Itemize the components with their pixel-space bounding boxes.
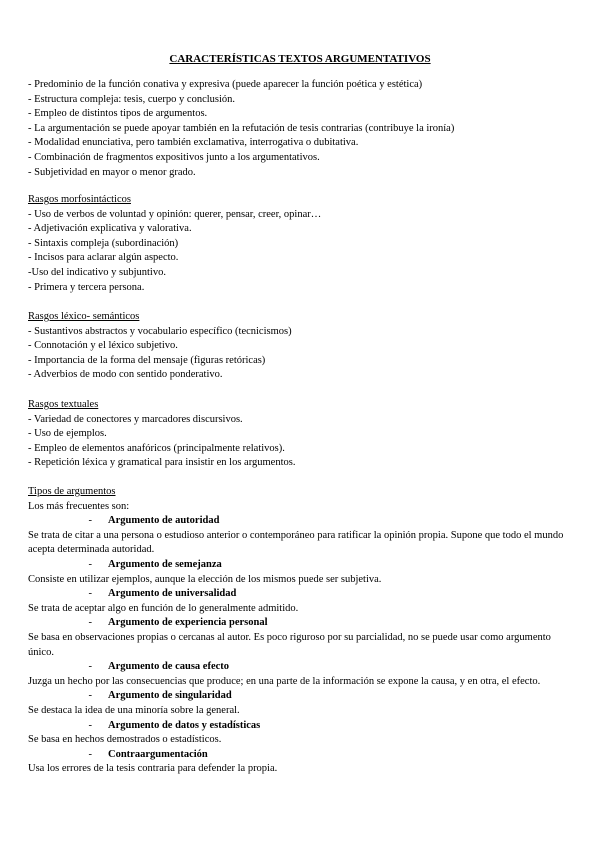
argument-title: Argumento de singularidad (108, 690, 232, 702)
list-item: - Repetición léxica y gramatical para insistir en los argumentos. (28, 457, 296, 469)
list-dash: - (88, 748, 92, 760)
argument-heading (28, 514, 578, 529)
argument-description: Se basa en observaciones propias o cercanas al autor. Es poco riguroso por su parcialidad, no se puede usar como argumento único. (28, 631, 551, 658)
list-item: - Importancia de la forma del mensaje (figuras retóricas) (28, 354, 266, 366)
argument-heading (28, 748, 578, 763)
section-heading: Rasgos textuales (28, 399, 99, 410)
list-item: -Uso del indicativo y subjuntivo. (28, 266, 166, 278)
list-item: - Empleo de elementos anafóricos (principalmente relativos). (28, 442, 285, 454)
list-item: - Subjetividad en mayor o menor grado. (28, 166, 196, 178)
list-item: - Uso de verbos de voluntad y opinión: querer, pensar, creer, opinar… (28, 208, 322, 220)
argument-description: Se destaca la idea de una minoría sobre la general. (28, 704, 240, 716)
argument-description: Consiste en utilizar ejemplos, aunque la elección de los mismos puede ser subjetiva. (28, 573, 382, 585)
list-item: - Adjetivación explicativa y valorativa. (28, 223, 192, 235)
list-dash: - (88, 661, 92, 673)
tipos-section (28, 485, 578, 777)
list-item: - Adverbios de modo con sentido ponderativo. (28, 369, 223, 381)
list-item: - Connotación y el léxico subjetivo. (28, 340, 178, 352)
section-heading: Rasgos morfosintácticos (28, 194, 131, 205)
argument-title: Argumento de datos y estadísticas (108, 719, 261, 731)
argument-heading (28, 719, 578, 734)
argument-title: Argumento de experiencia personal (108, 617, 268, 629)
list-dash: - (88, 719, 92, 731)
list-item: - Uso de ejemplos. (28, 428, 107, 440)
argument-description: Se trata de aceptar algo en función de lo generalmente admitido. (28, 602, 299, 614)
list-item: - Empleo de distintos tipos de argumentos. (28, 108, 208, 120)
argument-heading (28, 616, 578, 631)
section-intro: Los más frecuentes son: (28, 500, 130, 512)
argument-title: Argumento de causa efecto (108, 661, 230, 673)
list-item: - Incisos para aclarar algún aspecto. (28, 252, 179, 264)
list-item: - Combinación de fragmentos expositivos junto a los argumentativos. (28, 151, 320, 163)
page-title: CARACTERÍSTICAS TEXTOS ARGUMENTATIVOS (169, 53, 431, 65)
list-item: - La argumentación se puede apoyar también en la refutación de tesis contrarias (contribuye la ironía) (28, 122, 455, 134)
argument-title: Argumento de universalidad (108, 588, 237, 600)
argument-heading (28, 660, 578, 675)
list-item: - Sintaxis compleja (subordinación) (28, 237, 179, 249)
argument-heading (28, 558, 578, 573)
list-item: - Sustantivos abstractos y vocabulario específico (tecnicismos) (28, 325, 292, 337)
argument-description: Usa los errores de la tesis contraria para defender la propia. (28, 763, 278, 775)
list-item: - Estructura compleja: tesis, cuerpo y conclusión. (28, 93, 236, 105)
section-heading: Rasgos léxico- semánticos (28, 311, 140, 322)
list-item: - Predominio de la función conativa y expresiva (puede aparecer la función poética y estética) (28, 79, 423, 90)
morfo-section (28, 193, 578, 295)
list-dash: - (88, 617, 92, 629)
list-item: - Primera y tercera persona. (28, 281, 145, 293)
list-item: - Modalidad enunciativa, pero también exclamativa, interrogativa o dubitativa. (28, 137, 359, 149)
list-dash: - (88, 558, 92, 570)
lexico-section (28, 310, 578, 383)
list-item: - Variedad de conectores y marcadores discursivos. (28, 413, 243, 425)
argument-title: Contraargumentación (108, 748, 208, 760)
list-dash: - (88, 690, 92, 702)
general-list (28, 78, 578, 180)
textuales-section (28, 398, 578, 471)
argument-description: Se trata de citar a una persona o estudioso anterior o contemporáneo para ratificar la opinión propia. Supone que todo el mundo acepta determinada autoridad. (28, 529, 564, 556)
argument-title: Argumento de autoridad (108, 515, 220, 527)
list-dash: - (88, 588, 92, 600)
argument-description: Se basa en hechos demostrados o estadísticos. (28, 734, 222, 746)
argument-heading (28, 587, 578, 602)
argument-title: Argumento de semejanza (108, 558, 222, 570)
argument-description: Juzga un hecho por las consecuencias que produce; en una parte de la información se expone la causa, y en otra, el efecto. (28, 675, 541, 687)
section-heading: Tipos de argumentos (28, 486, 116, 497)
list-dash: - (88, 515, 92, 527)
argument-heading (28, 689, 578, 704)
